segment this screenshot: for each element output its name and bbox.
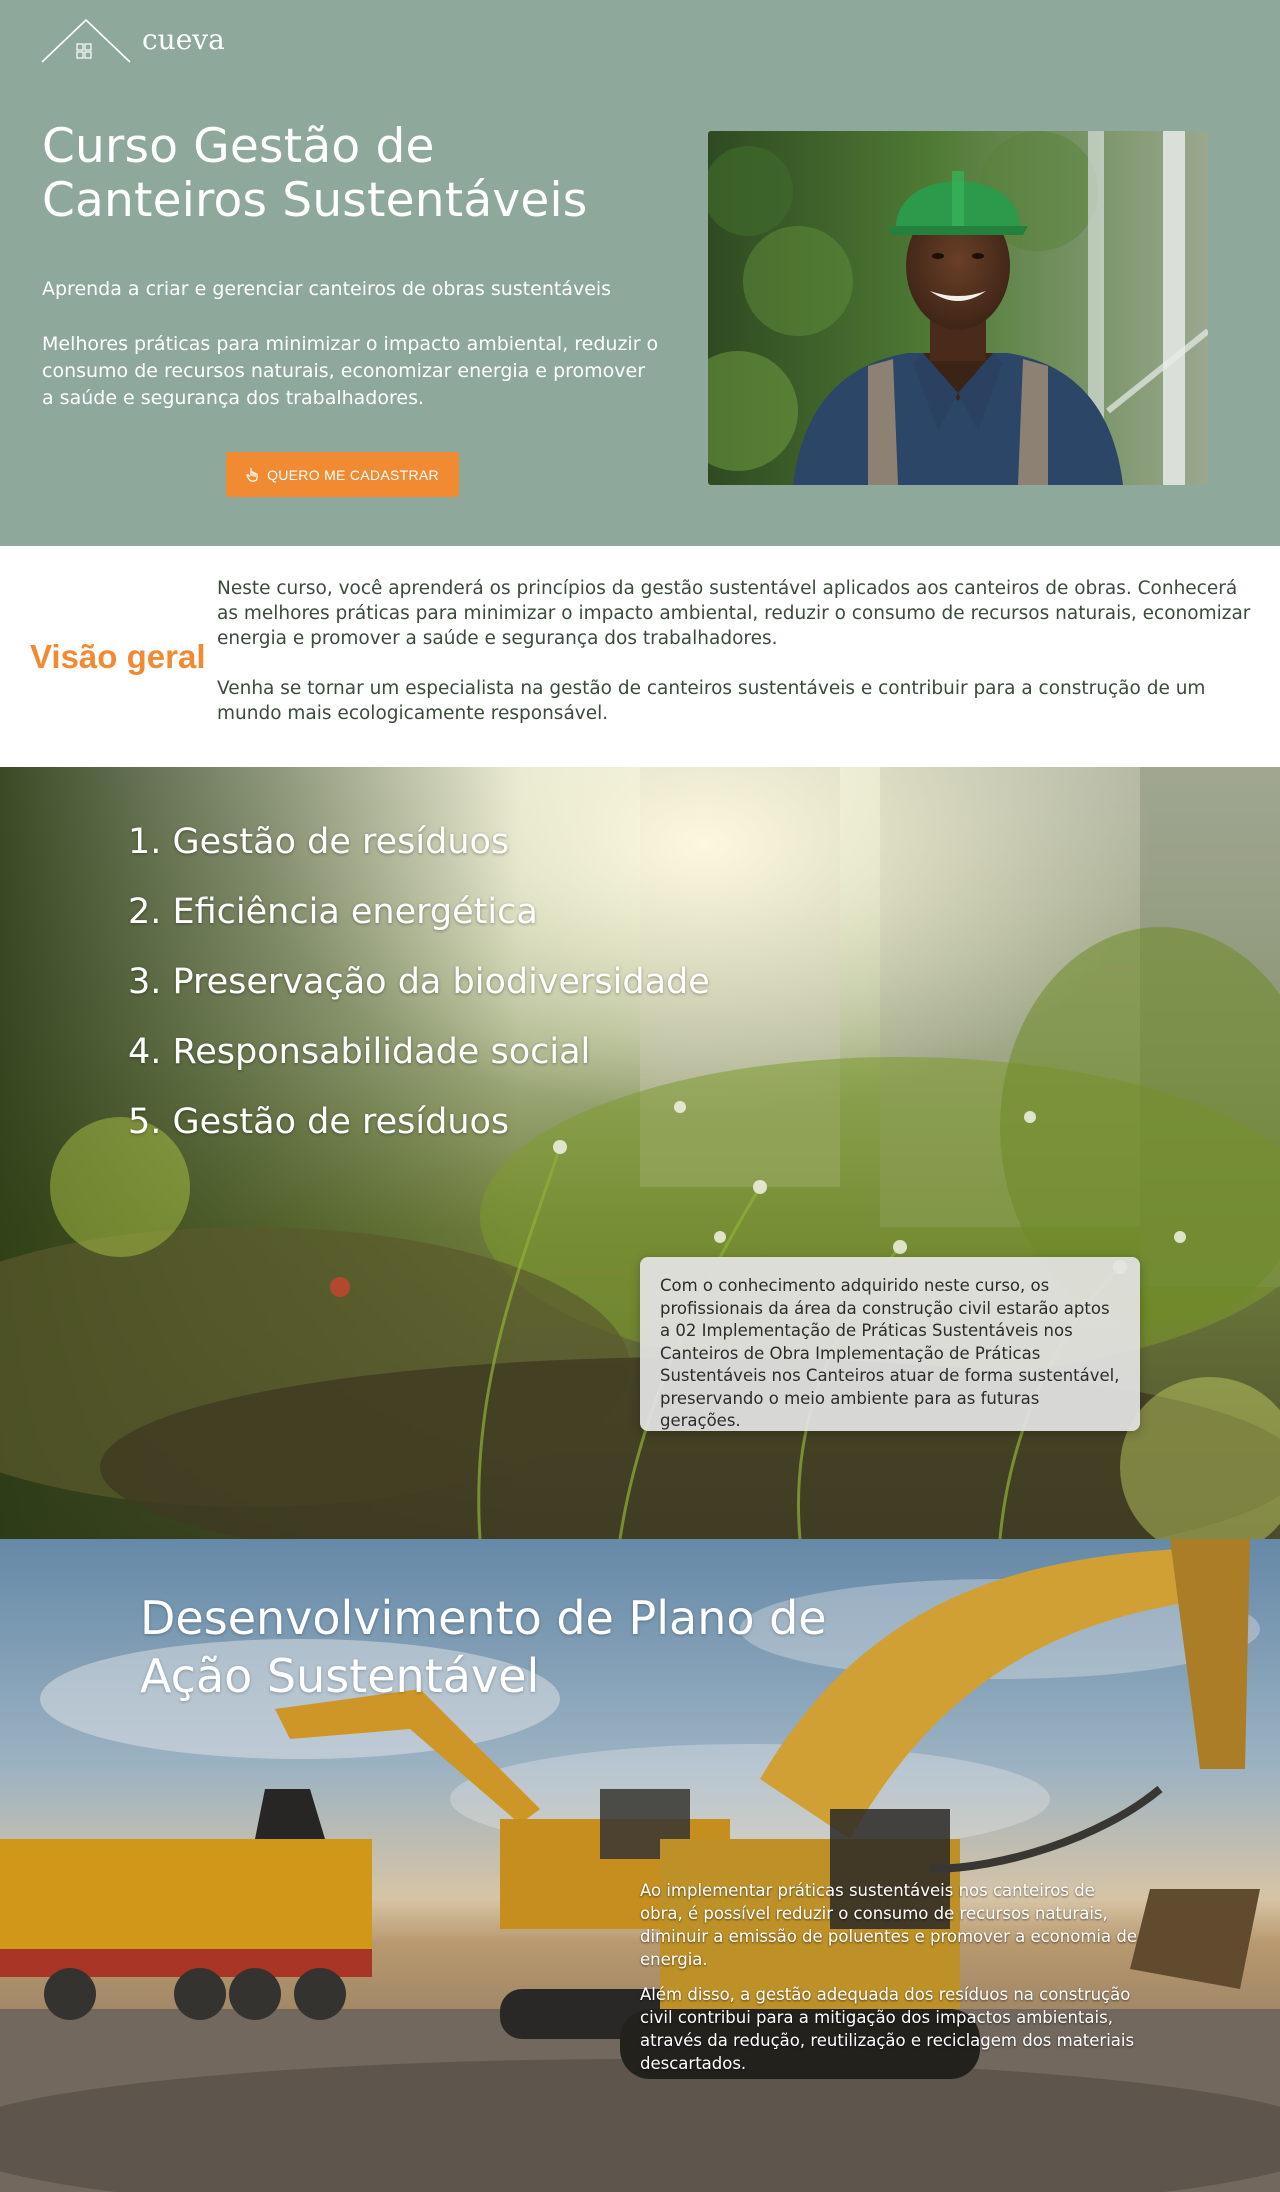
- action-plan-text: [640, 1879, 1140, 2075]
- brand-name: cueva: [142, 23, 225, 56]
- register-button[interactable]: [226, 452, 459, 497]
- overview-section: [0, 546, 1280, 767]
- hero-subtitle: Aprenda a criar e gerenciar canteiros de obras sustentáveis: [42, 278, 612, 300]
- topics-list: [128, 807, 710, 1157]
- list-item: 2. Eficiência energética: [128, 892, 538, 932]
- hand-pointer-icon: [246, 467, 260, 482]
- overview-label: Visão geral: [30, 638, 206, 675]
- action-plan-paragraph: Além disso, a gestão adequada dos resíduos na construção civil contribui para a mitigação dos impactos ambientais, através da redução, reutilização e reciclagem dos materiais descartados.: [640, 1985, 1135, 2073]
- action-plan-section: [0, 1539, 1280, 2192]
- list-item: 5. Gestão de resíduos: [128, 1102, 510, 1142]
- action-plan-title: Desenvolvimento de Plano de Ação Sustentável: [140, 1591, 827, 1703]
- list-item: 1. Gestão de resíduos: [128, 822, 510, 862]
- worker-photo: [708, 131, 1208, 485]
- list-item: 3. Preservação da biodiversidade: [128, 962, 710, 1002]
- hero-title: Curso Gestão de Canteiros Sustentáveis: [42, 119, 588, 228]
- hero-description: Melhores práticas para minimizar o impacto ambiental, reduzir o consumo de recursos naturais, economizar energia e promover a saúde e segurança dos trabalhadores.: [42, 333, 659, 409]
- register-button-label: QUERO ME CADASTRAR: [267, 466, 439, 483]
- overview-paragraph: Neste curso, você aprenderá os princípios da gestão sustentável aplicados aos canteiros de obras. Conhecerá as melhores práticas para minimizar o impacto ambiental, reduzir o consumo de recursos naturais, economizar energia e promover a saúde e segurança dos trabalhadores.: [217, 578, 1251, 649]
- overview-paragraph: Venha se tornar um especialista na gestão de canteiros sustentáveis e contribuir para a construção de um mundo mais ecologicamente responsável.: [217, 678, 1206, 724]
- action-plan-paragraph: Ao implementar práticas sustentáveis nos canteiros de obra, é possível reduzir o consumo de recursos naturais, diminuir a emissão de poluentes e promover a economia de energia.: [640, 1881, 1137, 1969]
- overview-text: [217, 576, 1257, 726]
- outcome-card: Com o conhecimento adquirido neste curso, os profissionais da área da construção civil estarão aptos a 02 Implementação de Práticas Sustentáveis nos Canteiros de Obra Implementação de Práticas Sustentáveis nos Canteiros atuar de forma sustentável, preservando o meio ambiente para as futuras gerações.: [640, 1257, 1140, 1431]
- brand-logo[interactable]: [40, 16, 225, 64]
- hero-section: [0, 0, 1280, 546]
- house-logo-icon: [40, 16, 134, 64]
- topics-section: [0, 767, 1280, 1539]
- list-item: 4. Responsabilidade social: [128, 1032, 591, 1072]
